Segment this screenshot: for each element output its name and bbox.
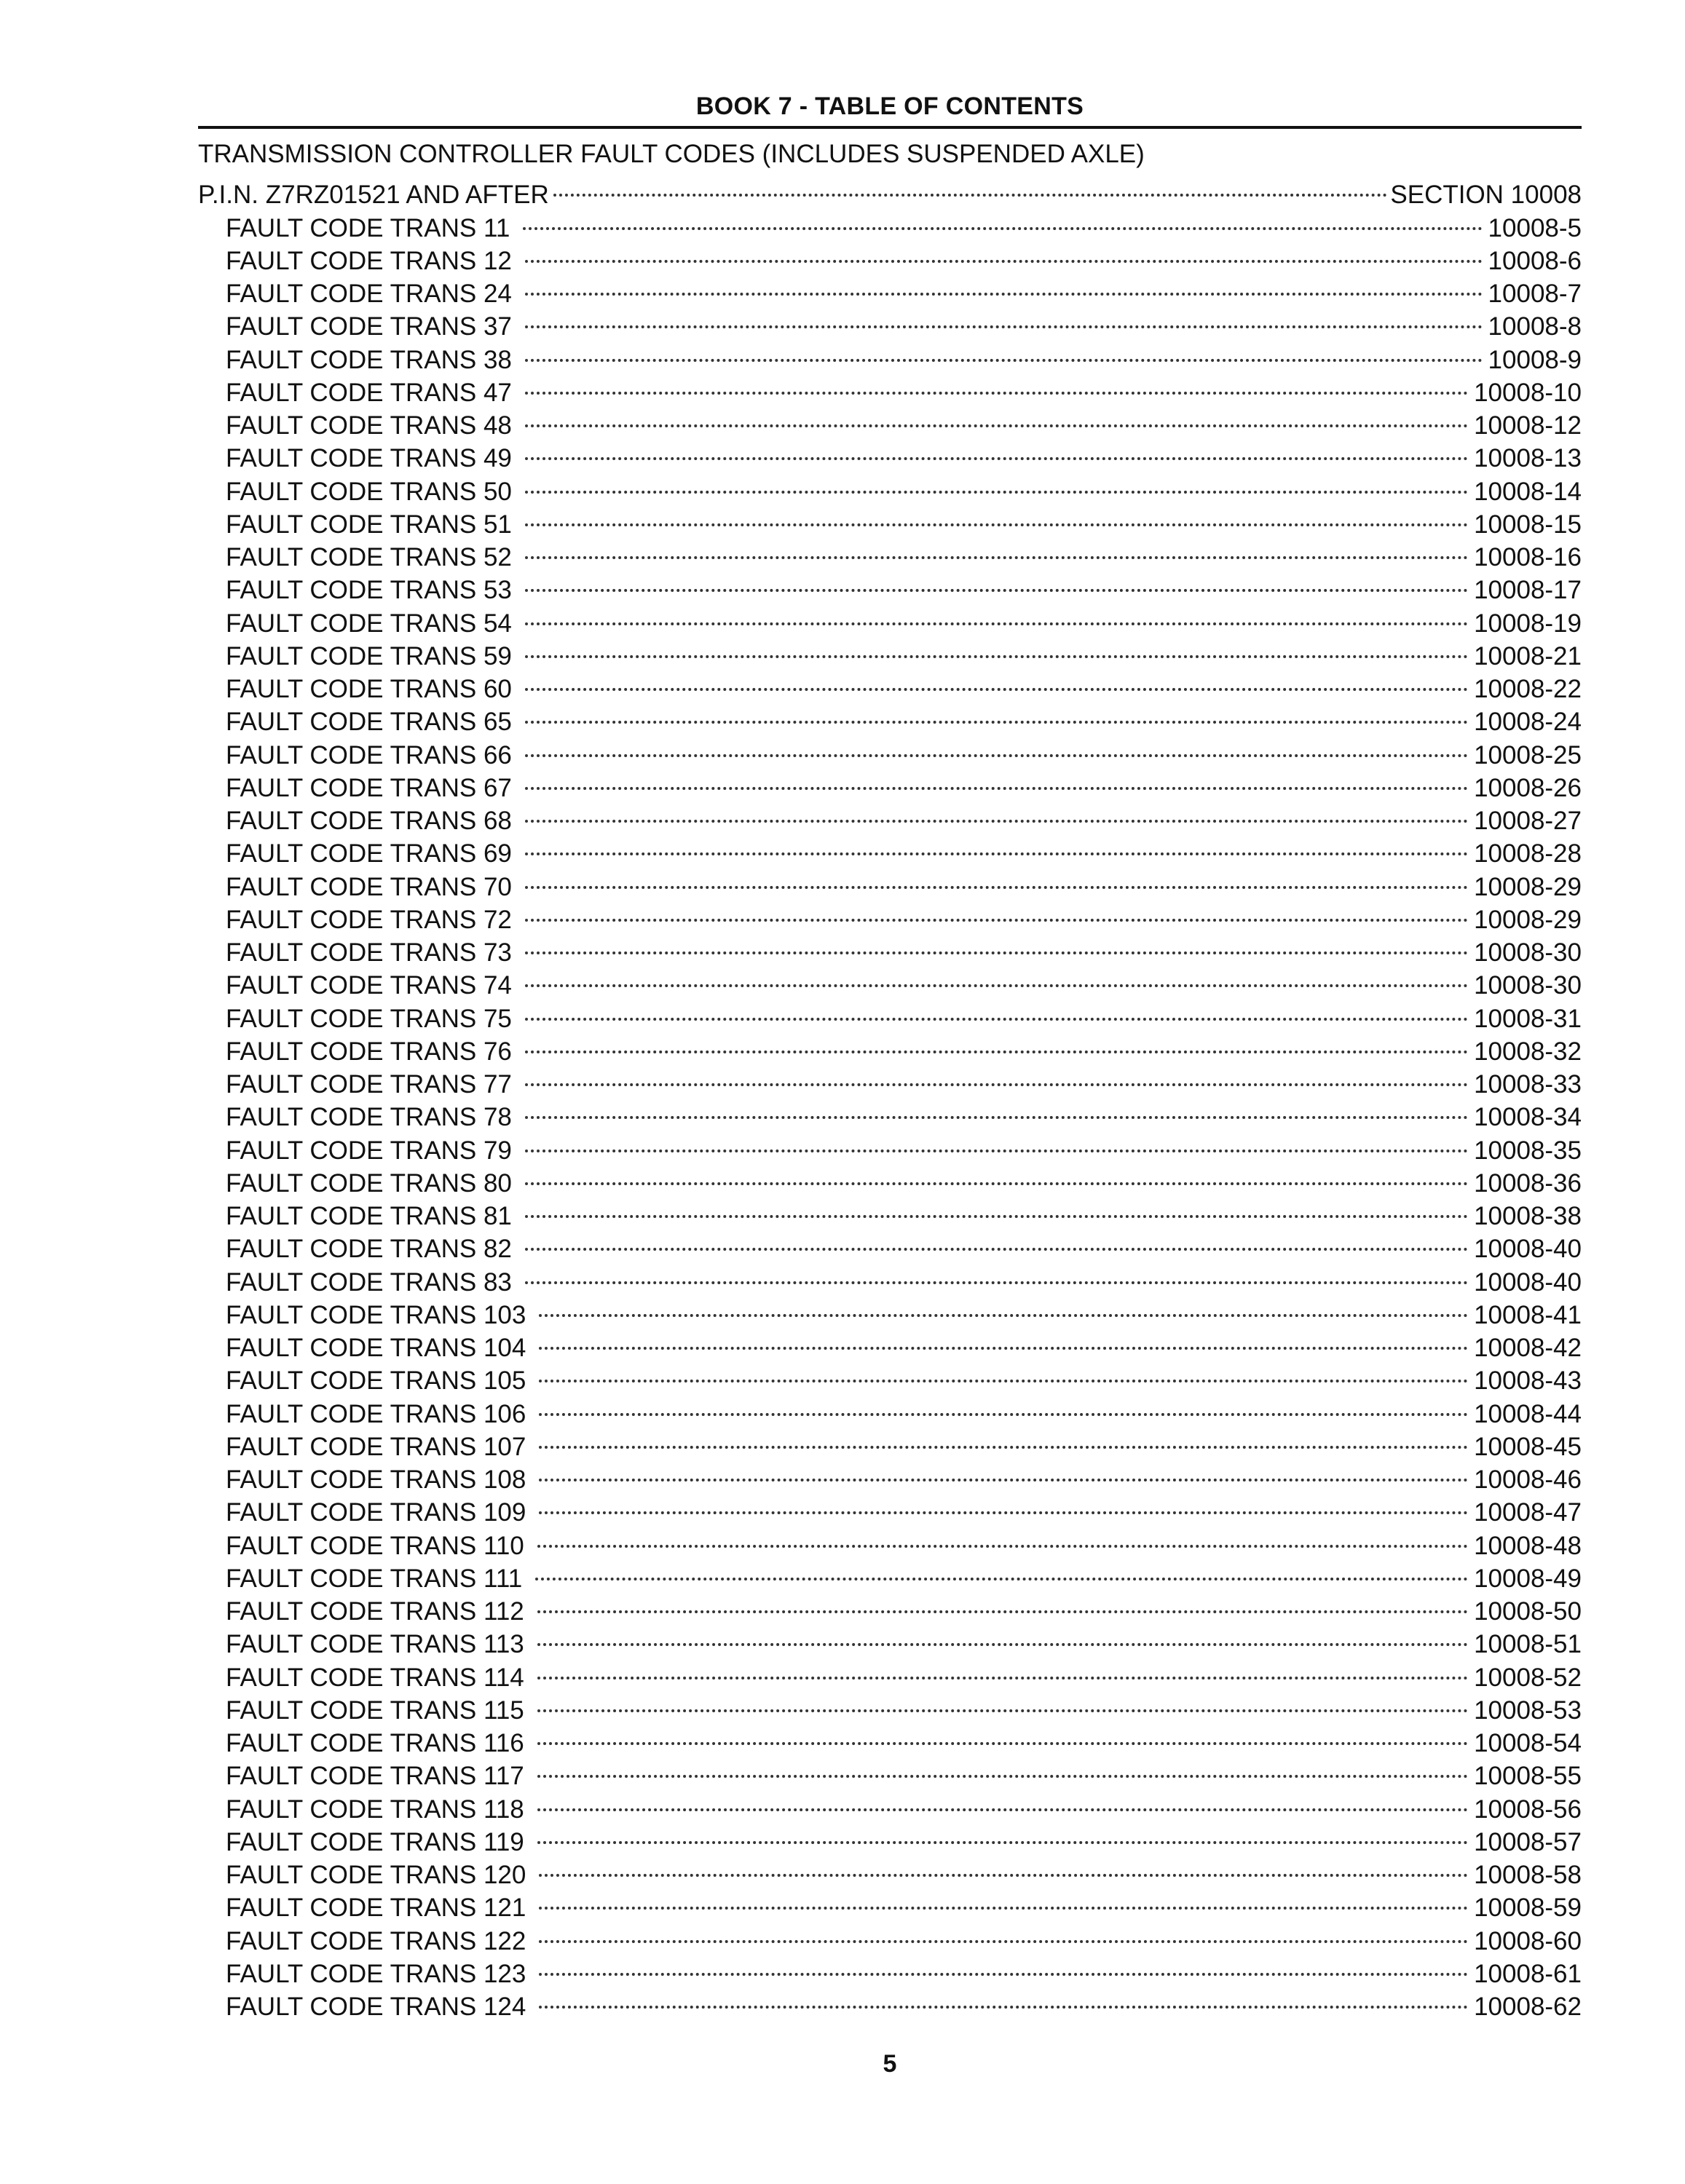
dot-leader xyxy=(525,731,1468,764)
dot-leader xyxy=(525,665,1468,697)
entry-label: FAULT CODE TRANS 67 xyxy=(226,773,512,802)
entry-label: FAULT CODE TRANS 49 xyxy=(226,444,512,473)
entry-list xyxy=(198,204,1582,2021)
dot-leader xyxy=(537,1818,1468,1851)
entry-page-ref: 10008-46 xyxy=(1474,1465,1582,1494)
entry-label: FAULT CODE TRANS 112 xyxy=(226,1597,524,1626)
page-title: BOOK 7 - TABLE OF CONTENTS xyxy=(695,92,1084,120)
entry-page-ref: 10008-27 xyxy=(1474,807,1582,835)
entry-label: FAULT CODE TRANS 107 xyxy=(226,1432,526,1461)
entry-page-ref: 10008-56 xyxy=(1474,1795,1582,1824)
entry-label: FAULT CODE TRANS 81 xyxy=(226,1202,512,1230)
dot-leader xyxy=(537,1752,1468,1784)
page-number: 5 xyxy=(883,2050,897,2078)
entry-label: FAULT CODE TRANS 113 xyxy=(226,1630,524,1659)
dot-leader xyxy=(539,1291,1468,1324)
dot-leader xyxy=(537,1719,1468,1752)
entry-label: FAULT CODE TRANS 50 xyxy=(226,477,512,506)
dot-leader xyxy=(525,1027,1468,1060)
dot-leader xyxy=(525,1060,1468,1093)
dot-leader xyxy=(525,237,1483,269)
dot-leader xyxy=(525,533,1468,566)
dot-leader xyxy=(525,269,1483,302)
dot-leader xyxy=(525,863,1468,895)
dot-leader xyxy=(525,1258,1468,1291)
entry-label: FAULT CODE TRANS 103 xyxy=(226,1300,526,1329)
entry-label: FAULT CODE TRANS 77 xyxy=(226,1070,512,1099)
entry-page-ref: 10008-17 xyxy=(1474,576,1582,605)
entry-page-ref: 10008-33 xyxy=(1474,1070,1582,1099)
entry-label: FAULT CODE TRANS 83 xyxy=(226,1267,512,1297)
entry-page-ref: 10008-54 xyxy=(1474,1729,1582,1757)
entry-page-ref: 10008-52 xyxy=(1474,1663,1582,1692)
entry-page-ref: 10008-29 xyxy=(1474,872,1582,901)
document-page xyxy=(198,0,1582,2184)
entry-label: FAULT CODE TRANS 120 xyxy=(226,1861,526,1889)
dot-leader xyxy=(535,1554,1468,1587)
entry-label: FAULT CODE TRANS 80 xyxy=(226,1168,512,1198)
entry-label: FAULT CODE TRANS 118 xyxy=(226,1795,524,1824)
entry-page-ref: 10008-25 xyxy=(1474,740,1582,769)
entry-page-ref: 10008-36 xyxy=(1474,1168,1582,1198)
dot-leader xyxy=(523,204,1482,237)
entry-page-ref: 10008-35 xyxy=(1474,1136,1582,1165)
entry-page-ref: 10008-30 xyxy=(1474,938,1582,967)
dot-leader xyxy=(525,368,1468,401)
dot-leader xyxy=(525,1224,1468,1257)
entry-page-ref: 10008-43 xyxy=(1474,1366,1582,1396)
dot-leader xyxy=(525,566,1468,598)
entry-label: FAULT CODE TRANS 111 xyxy=(226,1564,523,1593)
entry-label: FAULT CODE TRANS 68 xyxy=(226,807,512,835)
entry-label: FAULT CODE TRANS 73 xyxy=(226,938,512,967)
entry-label: FAULT CODE TRANS 70 xyxy=(226,872,512,901)
dot-leader xyxy=(537,1620,1468,1653)
entry-label: FAULT CODE TRANS 123 xyxy=(226,1959,526,1988)
entry-page-ref: 10008-40 xyxy=(1474,1235,1582,1264)
entry-label: FAULT CODE TRANS 82 xyxy=(226,1235,512,1264)
entry-page-ref: 10008-24 xyxy=(1474,708,1582,737)
dot-leader xyxy=(525,928,1468,961)
entry-page-ref: 10008-30 xyxy=(1474,971,1582,1000)
dot-leader xyxy=(525,796,1468,829)
dot-leader xyxy=(525,500,1468,533)
entry-page-ref: 10008-41 xyxy=(1474,1300,1582,1329)
entry-label: FAULT CODE TRANS 105 xyxy=(226,1366,526,1396)
dot-leader xyxy=(537,1587,1468,1620)
entry-label: FAULT CODE TRANS 109 xyxy=(226,1498,526,1527)
entry-page-ref: 10008-59 xyxy=(1474,1894,1582,1923)
entry-label: FAULT CODE TRANS 69 xyxy=(226,839,512,869)
entry-label: FAULT CODE TRANS 59 xyxy=(226,641,512,670)
dot-leader xyxy=(539,1324,1468,1356)
dot-leader xyxy=(525,1192,1468,1224)
entry-page-ref: 10008-16 xyxy=(1474,543,1582,571)
entry-label: FAULT CODE TRANS 75 xyxy=(226,1004,512,1033)
entry-label: FAULT CODE TRANS 106 xyxy=(226,1399,526,1428)
entry-label: FAULT CODE TRANS 76 xyxy=(226,1037,512,1066)
entry-page-ref: 10008-44 xyxy=(1474,1399,1582,1428)
dot-leader xyxy=(539,1883,1468,1916)
entry-page-ref: 10008-28 xyxy=(1474,839,1582,869)
entry-label: FAULT CODE TRANS 116 xyxy=(226,1729,524,1757)
dot-leader xyxy=(525,829,1468,862)
dot-leader xyxy=(525,599,1468,632)
entry-page-ref: 10008-5 xyxy=(1488,213,1582,242)
entry-page-ref: 10008-42 xyxy=(1474,1334,1582,1362)
entry-label: FAULT CODE TRANS 24 xyxy=(226,280,512,308)
entry-page-ref: 10008-6 xyxy=(1488,246,1582,275)
entry-page-ref: 10008-19 xyxy=(1474,609,1582,638)
entry-label: FAULT CODE TRANS 117 xyxy=(226,1762,524,1791)
entry-page-ref: 10008-29 xyxy=(1474,905,1582,934)
dot-leader xyxy=(537,1522,1468,1554)
dot-leader xyxy=(525,302,1483,335)
dot-leader xyxy=(539,1356,1468,1389)
entry-page-ref: 10008-55 xyxy=(1474,1762,1582,1791)
entry-page-ref: 10008-14 xyxy=(1474,477,1582,506)
dot-leader xyxy=(525,961,1468,994)
entry-label: FAULT CODE TRANS 74 xyxy=(226,971,512,1000)
entry-page-ref: 10008-10 xyxy=(1474,378,1582,407)
entry-label: FAULT CODE TRANS 121 xyxy=(226,1894,526,1923)
table-of-contents xyxy=(198,138,1582,2021)
entry-page-ref: 10008-49 xyxy=(1474,1564,1582,1593)
dot-leader xyxy=(525,1093,1468,1125)
entry-page-ref: 10008-57 xyxy=(1474,1827,1582,1856)
dot-leader xyxy=(525,632,1468,665)
entry-page-ref: 10008-51 xyxy=(1474,1630,1582,1659)
entry-page-ref: 10008-7 xyxy=(1488,280,1582,308)
dot-leader xyxy=(539,1950,1468,1982)
entry-page-ref: 10008-50 xyxy=(1474,1597,1582,1626)
pin-label: P.I.N. Z7RZ01521 AND AFTER xyxy=(198,181,549,210)
entry-page-ref: 10008-45 xyxy=(1474,1432,1582,1461)
entry-label: FAULT CODE TRANS 37 xyxy=(226,312,512,341)
entry-label: FAULT CODE TRANS 122 xyxy=(226,1926,526,1955)
entry-page-ref: 10008-21 xyxy=(1474,641,1582,670)
entry-label: FAULT CODE TRANS 51 xyxy=(226,510,512,539)
dot-leader xyxy=(525,697,1468,730)
dot-leader xyxy=(525,1159,1468,1192)
entry-label: FAULT CODE TRANS 60 xyxy=(226,675,512,703)
entry-page-ref: 10008-32 xyxy=(1474,1037,1582,1066)
entry-label: FAULT CODE TRANS 38 xyxy=(226,345,512,374)
dot-leader xyxy=(525,336,1483,368)
entry-label: FAULT CODE TRANS 124 xyxy=(226,1993,526,2021)
dot-leader xyxy=(525,401,1468,434)
section-reference: SECTION 10008 xyxy=(1390,181,1582,210)
entry-label: FAULT CODE TRANS 65 xyxy=(226,708,512,737)
entry-page-ref: 10008-12 xyxy=(1474,411,1582,440)
dot-leader xyxy=(553,170,1388,203)
dot-leader xyxy=(539,1488,1468,1521)
entry-page-ref: 10008-40 xyxy=(1474,1267,1582,1297)
entry-label: FAULT CODE TRANS 66 xyxy=(226,740,512,769)
entry-page-ref: 10008-31 xyxy=(1474,1004,1582,1033)
dot-leader xyxy=(537,1653,1468,1686)
title-rule xyxy=(198,126,1582,129)
entry-page-ref: 10008-62 xyxy=(1474,1993,1582,2021)
dot-leader xyxy=(525,434,1468,467)
entry-page-ref: 10008-60 xyxy=(1474,1926,1582,1955)
entry-label: FAULT CODE TRANS 54 xyxy=(226,609,512,638)
entry-label: FAULT CODE TRANS 79 xyxy=(226,1136,512,1165)
dot-leader xyxy=(537,1686,1468,1719)
dot-leader xyxy=(539,1917,1468,1950)
entry-label: FAULT CODE TRANS 12 xyxy=(226,246,512,275)
entry-page-ref: 10008-9 xyxy=(1488,345,1582,374)
entry-page-ref: 10008-61 xyxy=(1474,1959,1582,1988)
entry-label: FAULT CODE TRANS 114 xyxy=(226,1663,524,1692)
section-entry[interactable] xyxy=(198,170,1582,210)
entry-page-ref: 10008-13 xyxy=(1474,444,1582,473)
entry-label: FAULT CODE TRANS 115 xyxy=(226,1696,524,1725)
dot-leader xyxy=(525,895,1468,928)
dot-leader xyxy=(525,764,1468,796)
dot-leader xyxy=(525,467,1468,500)
entry-page-ref: 10008-22 xyxy=(1474,675,1582,703)
entry-page-ref: 10008-8 xyxy=(1488,312,1582,341)
entry-page-ref: 10008-38 xyxy=(1474,1202,1582,1230)
entry-page-ref: 10008-58 xyxy=(1474,1861,1582,1889)
entry-label: FAULT CODE TRANS 78 xyxy=(226,1103,512,1132)
entry-label: FAULT CODE TRANS 119 xyxy=(226,1827,524,1856)
entry-label: FAULT CODE TRANS 108 xyxy=(226,1465,526,1494)
entry-label: FAULT CODE TRANS 11 xyxy=(226,213,510,242)
entry-label: FAULT CODE TRANS 72 xyxy=(226,905,512,934)
dot-leader xyxy=(525,994,1468,1027)
section-heading-line xyxy=(198,138,1582,170)
entry-page-ref: 10008-26 xyxy=(1474,773,1582,802)
entry-page-ref: 10008-47 xyxy=(1474,1498,1582,1527)
entry-label: FAULT CODE TRANS 52 xyxy=(226,543,512,571)
dot-leader xyxy=(525,1126,1468,1159)
dot-leader xyxy=(539,1851,1468,1883)
entry-label: FAULT CODE TRANS 47 xyxy=(226,378,512,407)
dot-leader xyxy=(539,1390,1468,1423)
dot-leader xyxy=(539,1423,1468,1455)
dot-leader xyxy=(539,1982,1468,2015)
entry-page-ref: 10008-48 xyxy=(1474,1531,1582,1560)
entry-label: FAULT CODE TRANS 48 xyxy=(226,411,512,440)
entry-label: FAULT CODE TRANS 110 xyxy=(226,1531,524,1560)
entry-page-ref: 10008-34 xyxy=(1474,1103,1582,1132)
dot-leader xyxy=(537,1785,1468,1818)
entry-page-ref: 10008-53 xyxy=(1474,1696,1582,1725)
entry-label: FAULT CODE TRANS 104 xyxy=(226,1334,526,1362)
section-heading: TRANSMISSION CONTROLLER FAULT CODES (INCLUDES SUSPENDED AXLE) xyxy=(198,140,1145,168)
entry-page-ref: 10008-15 xyxy=(1474,510,1582,539)
dot-leader xyxy=(539,1455,1468,1488)
entry-label: FAULT CODE TRANS 53 xyxy=(226,576,512,605)
